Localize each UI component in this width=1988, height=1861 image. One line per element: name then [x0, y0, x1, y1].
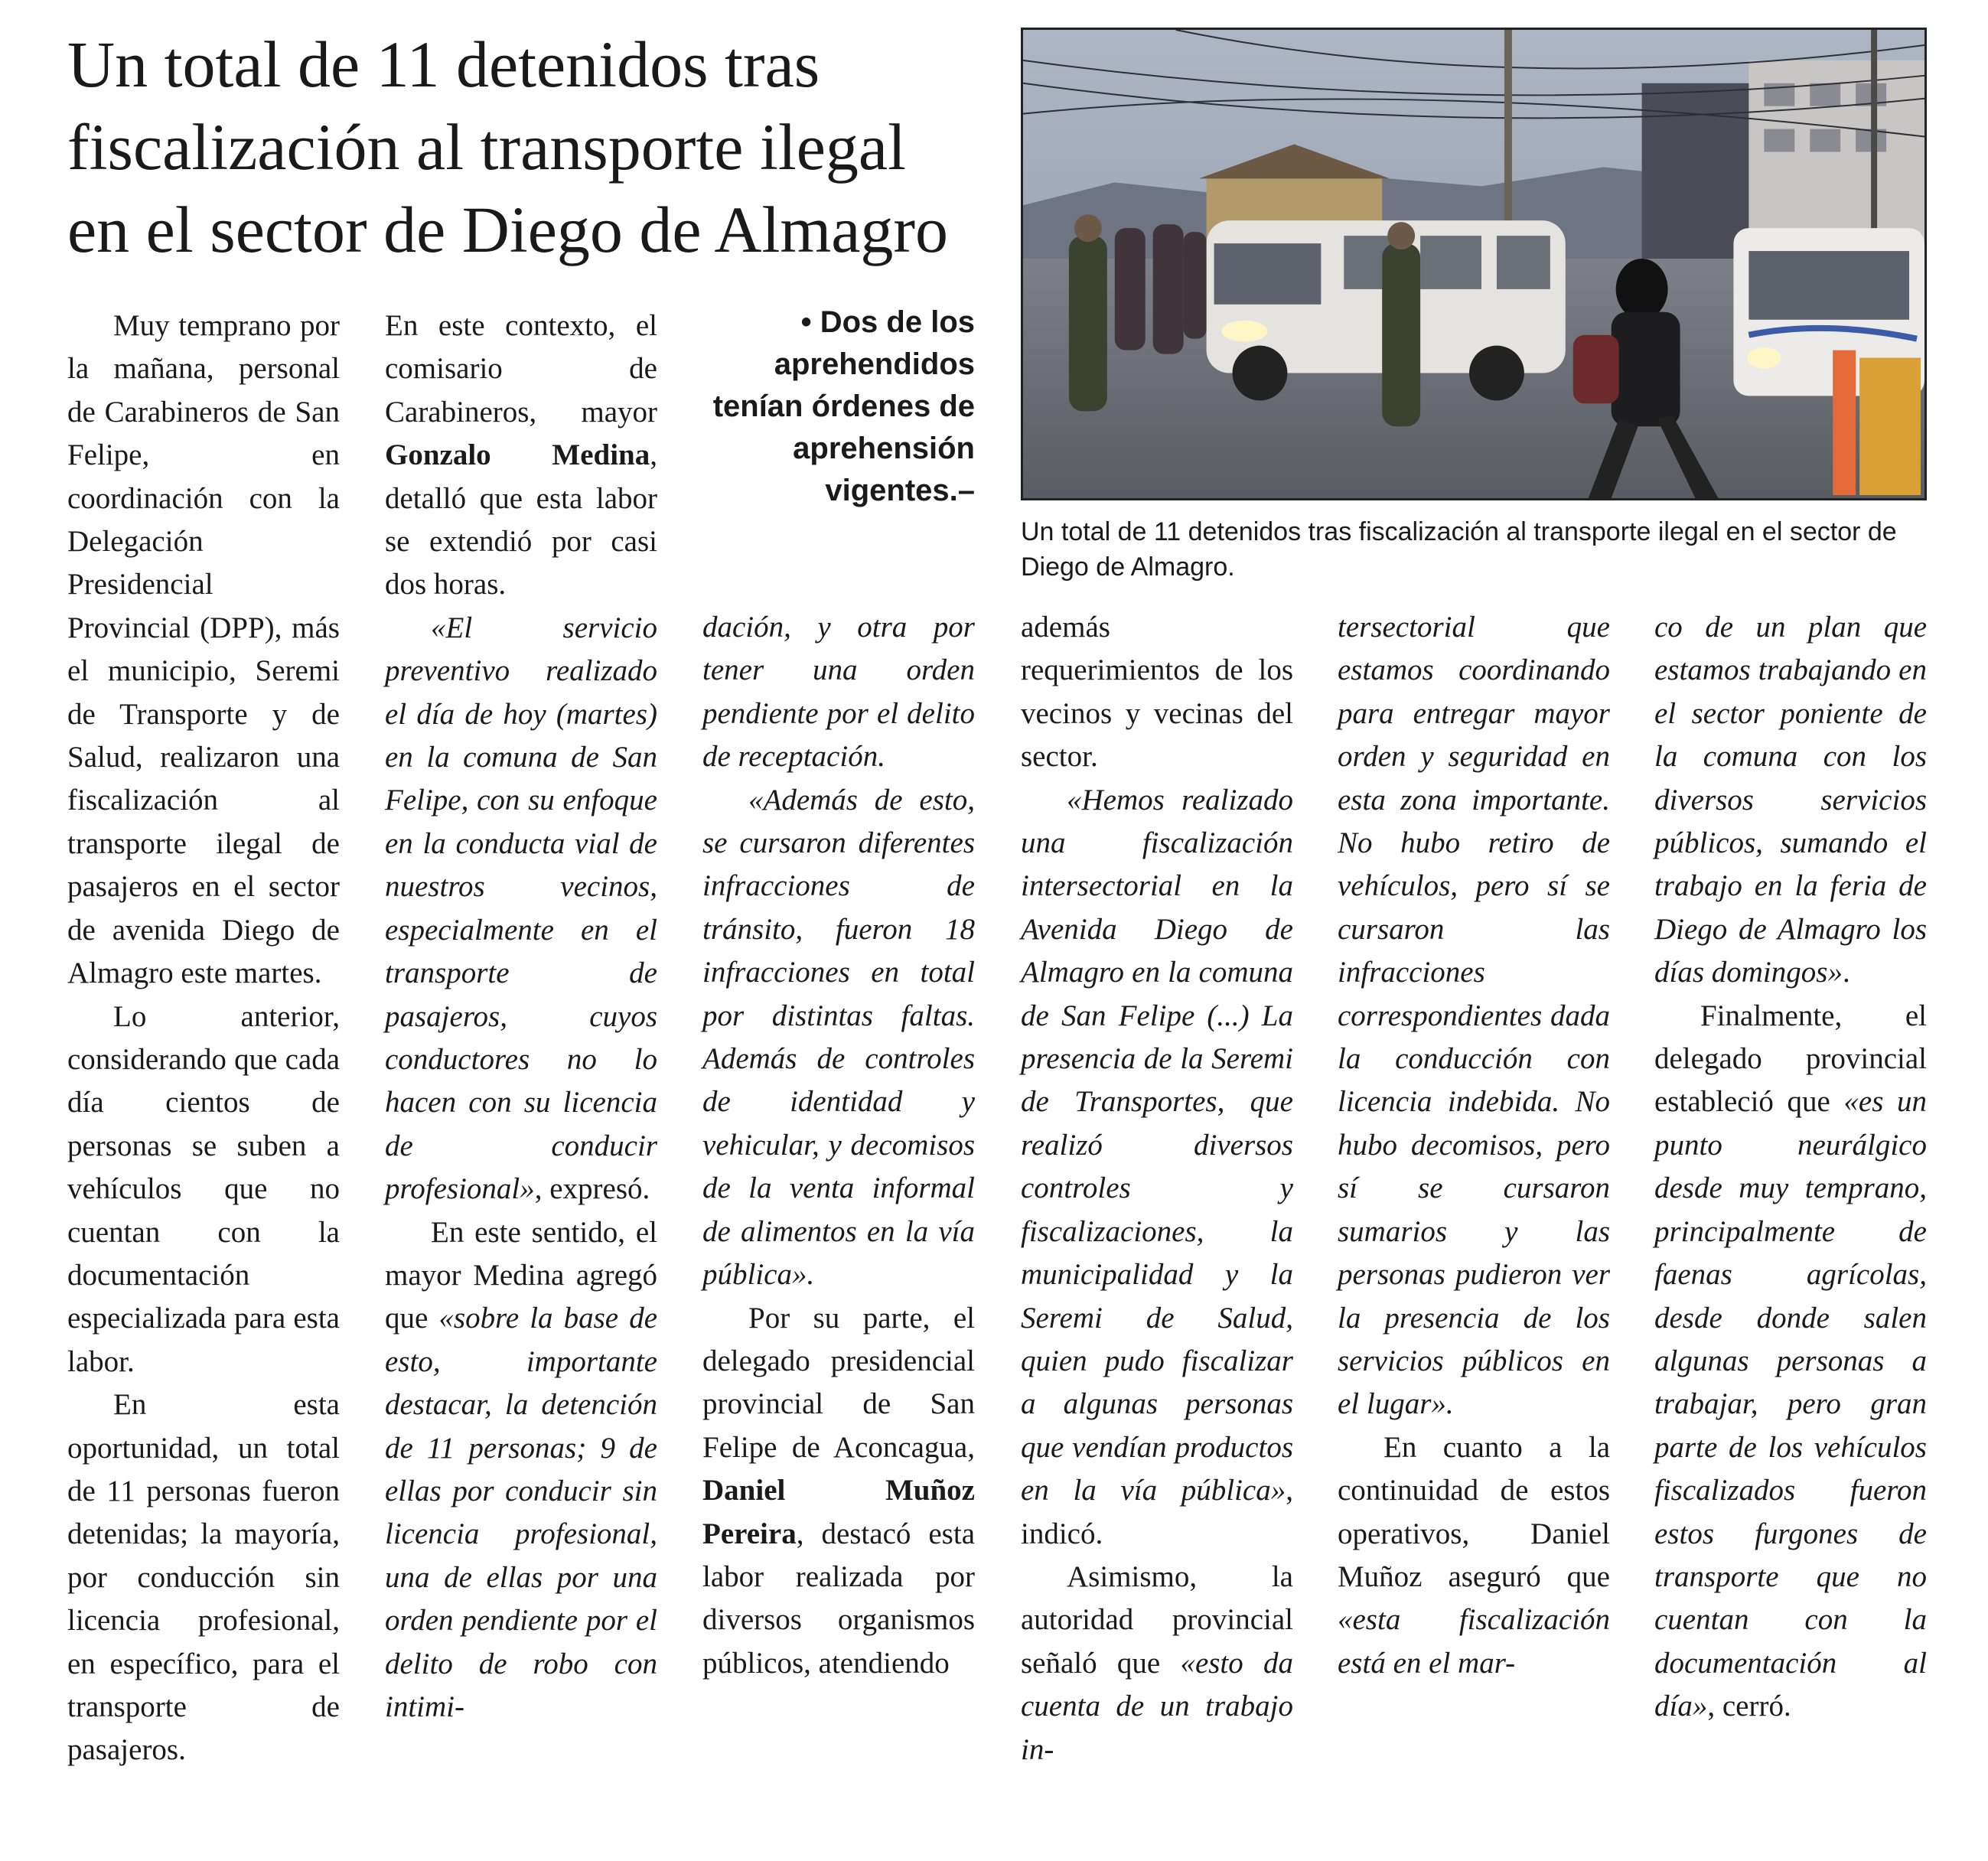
person-name: Daniel Muñoz Pereira [702, 1474, 975, 1550]
paragraph: Asimismo, la autoridad provincial señaló que «esto da cuenta de un trabajo in- [1021, 1560, 1293, 1766]
article-column-5 [1338, 606, 1610, 1685]
article-column-6 [1654, 606, 1927, 1729]
paragraph: Por su parte, el delegado presidencial provincial de San Felipe de Aconcagua, Daniel Muñoz Pereira, destacó esta labor realizada por diversos organismos públicos, atendiendo [702, 1301, 975, 1680]
article-column-3 [702, 606, 975, 1685]
quote-paragraph: «Además de esto, se cursaron diferentes infracciones de tránsito, fueron 18 infracciones en total por distintas faltas. Además de controles de identidad y vehicular, y decomisos de la venta informal de alimentos en la vía pública». [702, 783, 975, 1292]
quote-paragraph: tersectorial que estamos coordinando para entregar mayor orden y seguridad en esta zona importante. No hubo retiro de vehículos, pero sí se cursaron las infracciones correspondientes dada la conducción con licencia indebida. No hubo decomisos, pero sí se cursaron sumarios y las personas pudieron ver la presencia de los servicios públicos en el lugar». [1338, 611, 1610, 1421]
quote-paragraph: «Hemos realizado una fiscalización intersectorial en la Avenida Diego de Almagro en la comuna de San Felipe (...) La presencia de la Seremi de Transportes, que realizó diversos controles y fiscalizaciones, la municipalidad y la Seremi de Salud, quien pudo fiscalizar a algunas personas que vendían productos en la vía pública», indicó. [1021, 783, 1293, 1550]
article-column-4 [1021, 606, 1293, 1771]
paragraph: En esta oportunidad, un total de 11 personas fueron detenidas; la mayoría, por conducción sin licencia profesional, en específico, para el transporte de pasajeros. [67, 1388, 340, 1767]
article-column-1 [67, 305, 340, 1772]
article-column-2 [385, 305, 657, 1729]
quote-paragraph: «El servicio preventivo realizado el día de hoy (martes) en la comuna de San Felipe, con su enfoque en la conducta vial de nuestros vecinos, especialmente en el transporte de pasajeros, cuyos conductores no lo hacen con su licencia de conducir profesional», expresó. [385, 611, 657, 1206]
paragraph: además requerimientos de los vecinos y vecinas del sector. [1021, 611, 1293, 774]
quote-paragraph: dación, y otra por tener una orden pendiente por el delito de receptación. [702, 611, 975, 774]
photo-caption: Un total de 11 detenidos tras fiscalización al transporte ilegal en el sector de Diego de Almagro. [1021, 517, 1897, 582]
paragraph: En este contexto, el comisario de Carabineros, mayor Gonzalo Medina, detalló que esta labor se extendió por casi dos horas. [385, 309, 657, 601]
person-name: Gonzalo Medina [385, 438, 650, 472]
quote-paragraph: co de un plan que estamos trabajando en el sector poniente de la comuna con los diversos servicios públicos, sumando el trabajo en la feria de Diego de Almagro los días domingos». [1654, 611, 1927, 989]
pull-quote: • Dos de los aprehendidos tenían órdenes de aprehensión vigentes.– [712, 305, 975, 507]
paragraph: En cuanto a la continuidad de estos operativos, Daniel Muñoz aseguró que «esta fiscalización está en el mar- [1338, 1430, 1610, 1680]
paragraph: Lo anterior, considerando que cada día cientos de personas se suben a vehículos que no cuentan con la documentación especializada para esta labor. [67, 999, 340, 1378]
article-headline: Un total de 11 detenidos tras fiscalización al transporte ilegal en el sector de Diego de Almagro [67, 28, 949, 266]
paragraph: Muy temprano por la mañana, personal de Carabineros de San Felipe, en coordinación con la Delegación Presidencial Provincial (DPP), más el municipio, Seremi de Transporte y de Salud, realizaron una fiscalización al transporte ilegal de pasajeros en el sector de avenida Diego de Almagro este martes. [67, 309, 340, 990]
paragraph: En este sentido, el mayor Medina agregó que «sobre la base de esto, importante destacar, la detención de 11 personas; 9 de ellas por conducir sin licencia profesional, una de ellas por una orden pendiente por el delito de robo con intimi- [385, 1215, 658, 1723]
street-scene-image [1023, 30, 1924, 498]
article-photo [1021, 28, 1927, 500]
paragraph: Finalmente, el delegado provincial estableció que «es un punto neurálgico desde muy temprano, principalmente de faenas agrícolas, desde donde salen algunas personas a trabajar, pero gran parte de los vehículos fiscalizados fueron estos furgones de transporte que no cuentan con la documentación al día», cerró. [1654, 999, 1927, 1723]
